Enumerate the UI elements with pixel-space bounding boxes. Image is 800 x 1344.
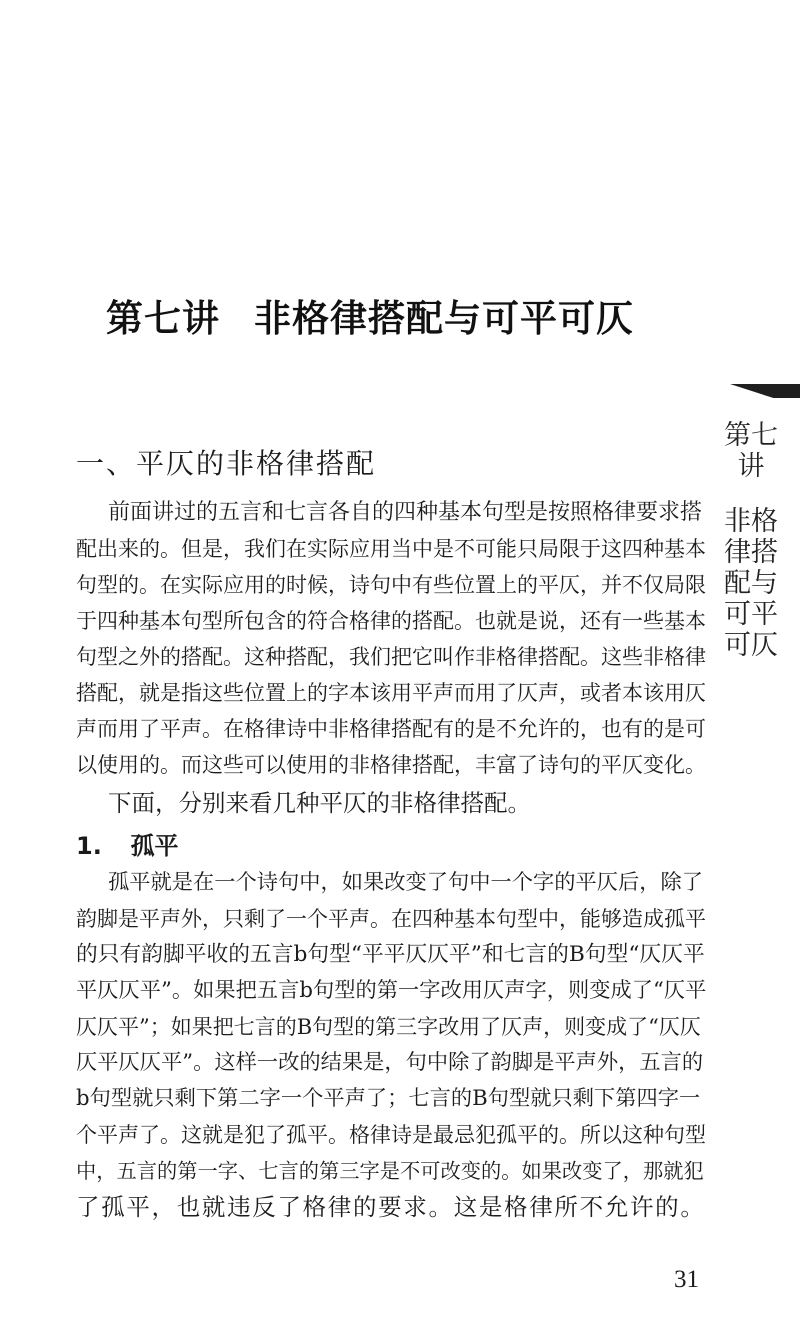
chapter-name: 非格律搭配与可平可仄 <box>254 296 634 340</box>
paragraph-line: 中，五言的第一字、七言的第三字是不可改变的。如果改变了，那就犯 <box>76 1159 704 1183</box>
paragraph-line: 配出来的。但是，我们在实际应用当中是不可能只局限于这四种基本 <box>76 537 706 561</box>
paragraph-line: 仄平仄仄平”。这样一改的结果是，句中除了韵脚是平声外，五言的 <box>76 1050 704 1075</box>
paragraph-line: 于四种基本句型所包含的符合格律的搭配。也就是说，还有一些基本 <box>76 609 706 633</box>
subheading-number: 1. <box>76 832 102 860</box>
paragraph-line: 搭配，就是指这些位置上的字本该用平声而用了仄声，或者本该用仄 <box>76 681 706 705</box>
paragraph-line: 前面讲过的五言和七言各自的四种基本句型是按照格律要求搭 <box>108 500 703 525</box>
side-tab-bar <box>730 384 800 398</box>
chapter-side-tab <box>720 384 800 784</box>
paragraph-line: 句型之外的搭配。这种搭配，我们把它叫作非格律搭配。这些非格律 <box>76 645 706 669</box>
section-heading: 一、平仄的非格律搭配 <box>76 447 377 480</box>
paragraph-line: 韵脚是平声外，只剩了一个平声。在四种基本句型中，能够造成孤平 <box>76 907 706 931</box>
chapter-title <box>0 288 740 342</box>
subheading <box>76 826 179 861</box>
paragraph-line: 个平声了。这就是犯了孤平。格律诗是最忌犯孤平的。所以这种句型 <box>76 1123 706 1147</box>
paragraph-line: 平仄仄平”。如果把五言b句型的第一字改用仄声字，则变成了“仄平 <box>76 978 707 1003</box>
subheading-title: 孤平 <box>130 832 179 860</box>
paragraph-line: b句型就只剩下第二字一个平声了；七言的B句型就只剩下第四字一 <box>76 1086 701 1111</box>
paragraph-line: 声而用了平声。在格律诗中非格律搭配有的是不允许的，也有的是可 <box>76 717 706 741</box>
side-tab-chapter-name: 非格律搭配与可平可仄 <box>724 506 778 661</box>
paragraph-line: 的只有韵脚平收的五言b句型“平平仄仄平”和七言的B句型“仄仄平 <box>76 942 705 967</box>
page-number: 31 <box>674 1266 699 1293</box>
paragraph-line: 句型的。在实际应用的时候，诗句中有些位置上的平仄，并不仅局限 <box>76 573 706 597</box>
paragraph-line: 以使用的。而这些可以使用的非格律搭配，丰富了诗句的平仄变化。 <box>76 753 706 777</box>
paragraph-line: 仄仄平”；如果把七言的B句型的第三字改用了仄声，则变成了“仄仄 <box>76 1015 701 1039</box>
side-tab-chapter-number: 第七讲 <box>724 420 778 482</box>
paragraph-line: 了孤平，也就违反了格律的要求。这是格律所不允许的。 <box>76 1193 706 1221</box>
paragraph-2: 下面，分别来看几种平仄的非格律搭配。 <box>108 789 531 817</box>
chapter-number: 第七讲 <box>106 296 220 340</box>
paragraph-line: 孤平就是在一个诗句中，如果改变了句中一个字的平仄后，除了 <box>108 870 704 895</box>
